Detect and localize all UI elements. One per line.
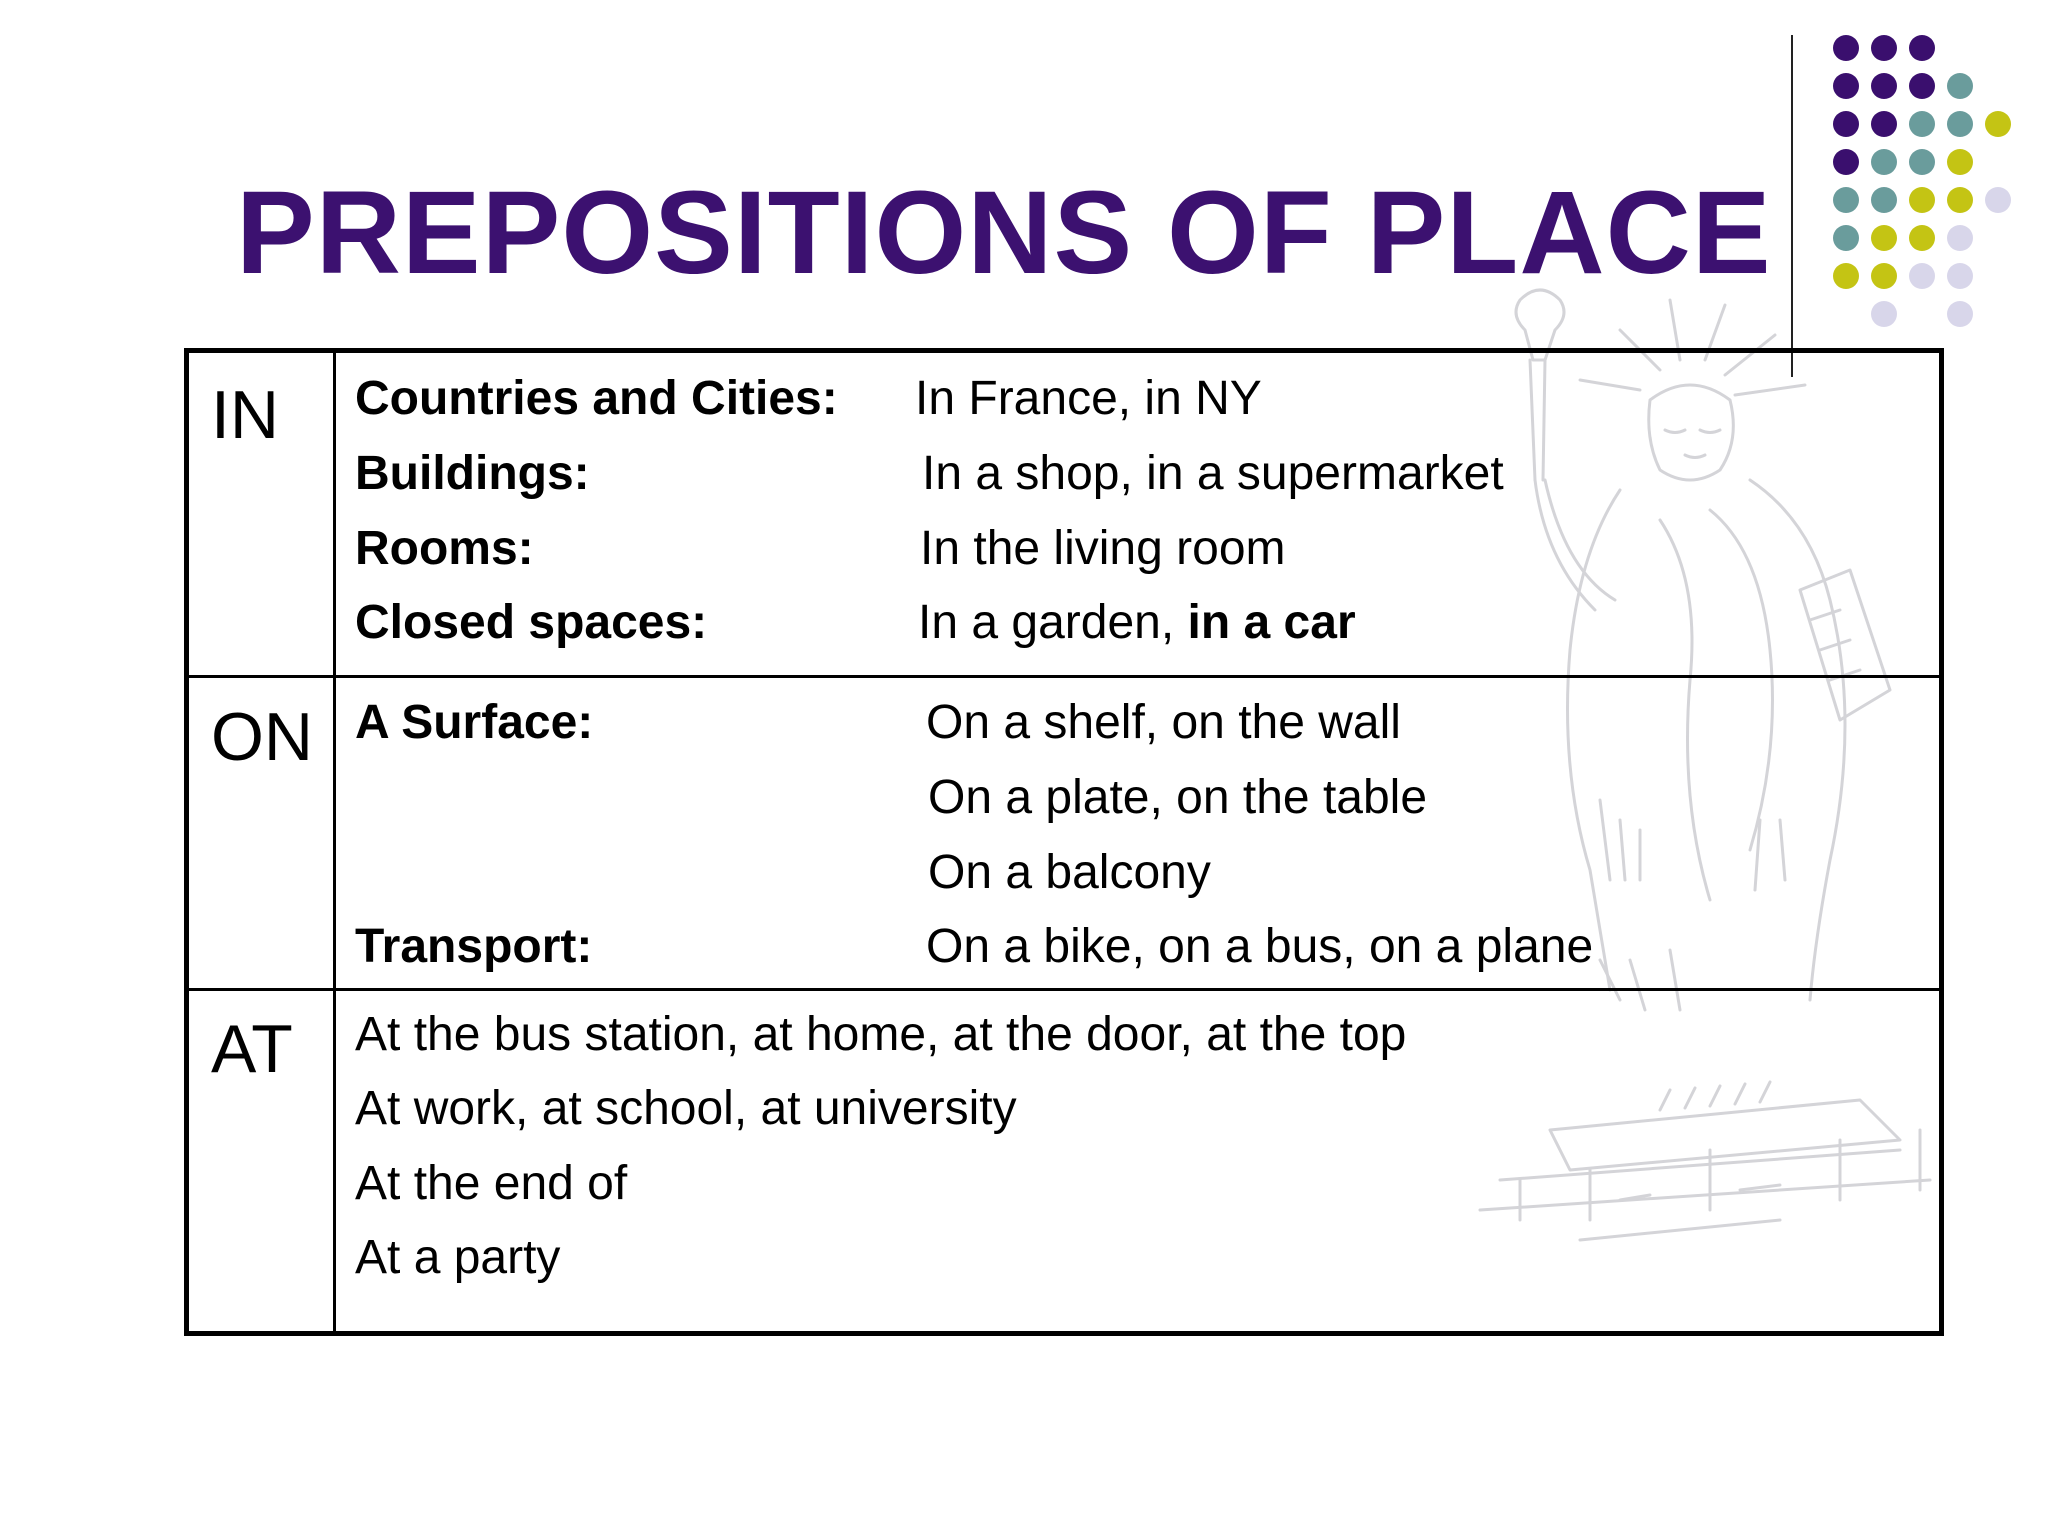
row-divider — [189, 988, 1939, 991]
decorative-dot — [1985, 187, 2011, 213]
preposition-at-label: AT — [211, 1011, 293, 1087]
category-label: A Surface: — [355, 696, 594, 749]
decorative-dot — [1909, 73, 1935, 99]
prepositions-table — [184, 348, 1944, 1336]
decorative-dot — [1947, 111, 1973, 137]
decorative-dot — [1947, 187, 1973, 213]
preposition-on-label: ON — [211, 699, 313, 775]
decorative-dot — [1871, 187, 1897, 213]
slide-title: PREPOSITIONS OF PLACE — [236, 167, 1772, 299]
example-text: On a balcony — [928, 846, 1211, 899]
example-text: At the end of — [355, 1157, 628, 1210]
decorative-dot — [1909, 35, 1935, 61]
decorative-dot — [1947, 225, 1973, 251]
example-text: In a shop, in a supermarket — [922, 447, 1504, 500]
example-text: In France, in NY — [915, 372, 1262, 425]
decorative-dot — [1871, 35, 1897, 61]
example-text-plain: In a garden, — [918, 596, 1188, 649]
decorative-dot — [1947, 301, 1973, 327]
column-divider — [333, 353, 336, 1331]
example-text — [918, 595, 1356, 651]
decorative-dot — [1947, 263, 1973, 289]
decorative-dot — [1947, 73, 1973, 99]
decorative-dot — [1833, 187, 1859, 213]
category-label: Rooms: — [355, 522, 534, 575]
decorative-dot — [1909, 111, 1935, 137]
decorative-dot — [1871, 225, 1897, 251]
decorative-dot — [1909, 187, 1935, 213]
category-label: Countries and Cities: — [355, 372, 838, 425]
category-label: Transport: — [355, 920, 593, 973]
decorative-dot — [1871, 149, 1897, 175]
decorative-dot — [1909, 225, 1935, 251]
example-text: At the bus station, at home, at the door, at the top — [355, 1008, 1407, 1061]
example-text: On a plate, on the table — [928, 771, 1428, 824]
category-label: Closed spaces: — [355, 596, 708, 649]
decorative-dot — [1833, 73, 1859, 99]
row-divider — [189, 675, 1939, 678]
decorative-dot — [1947, 149, 1973, 175]
example-text: On a bike, on a bus, on a plane — [926, 920, 1594, 973]
example-text-bold: in a car — [1187, 596, 1356, 649]
category-label: Buildings: — [355, 447, 590, 500]
decorative-dot — [1833, 111, 1859, 137]
example-text: On a shelf, on the wall — [926, 696, 1401, 749]
example-text: At work, at school, at university — [355, 1082, 1017, 1135]
preposition-in-label: IN — [211, 377, 279, 453]
decorative-dot — [1909, 149, 1935, 175]
decorative-dot — [1833, 225, 1859, 251]
decorative-dot — [1833, 149, 1859, 175]
example-text: At a party — [355, 1231, 561, 1284]
decorative-dot — [1871, 73, 1897, 99]
decorative-dot — [1985, 111, 2011, 137]
decorative-dot — [1833, 35, 1859, 61]
decorative-dot — [1871, 111, 1897, 137]
example-text: In the living room — [920, 522, 1286, 575]
